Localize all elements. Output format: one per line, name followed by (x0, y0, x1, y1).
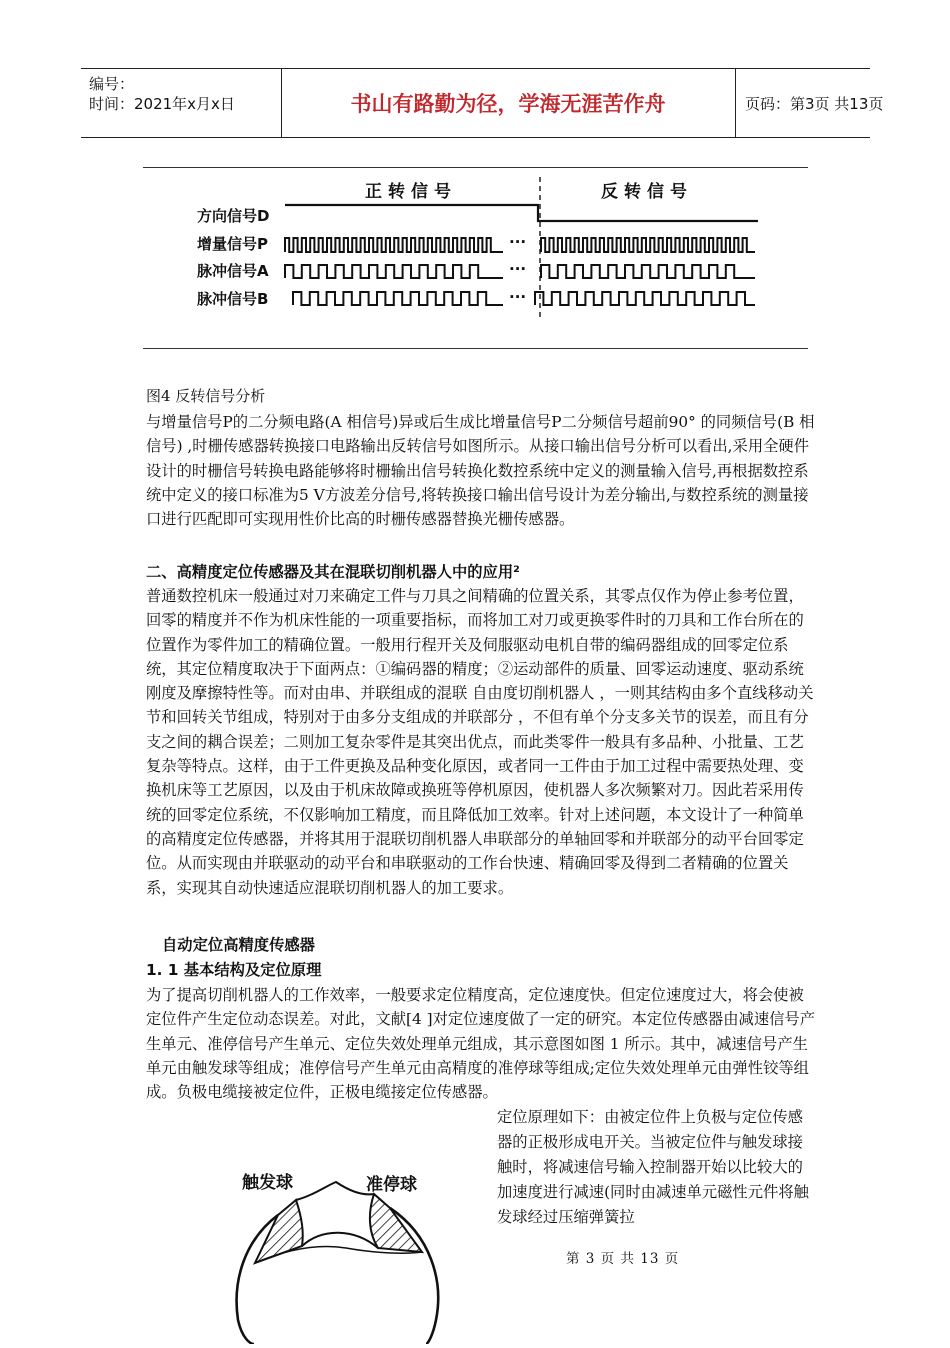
paragraph-1 (146, 410, 816, 531)
ellipsis-p: ··· (509, 233, 527, 251)
header-info-cell (81, 69, 282, 137)
section-auto-title: 自动定位高精度传感器 (162, 936, 315, 954)
ellipsis-b: ··· (509, 288, 527, 306)
waveform-p-forward (285, 238, 503, 252)
doc-number-label: 编号： (89, 75, 135, 93)
paragraph-3-text: 为了提高切削机器人的工作效率，一般要求定位精度高，定位速度快。但定位速度过大，将会使被定位件产生定位动态误差。对此，文献[4 ]对定位速度做了一定的研究。本定位传感器由减速信号产生单元、准停信号产生单元、定位失效处理单元组成，其示意图如图 1 所示。其中，减速信号产生单元由触发球等组成；准停信号产生单元由高精度的准停球等组成;定位失效处理单元由弹性铰等组成。负极电缆接被定位件，正极电缆接定位传感器。 (146, 986, 816, 1102)
date-label: 时间：2021年x月x日 (89, 95, 235, 113)
page-indicator: 页码：第3页 共13页 (745, 94, 884, 113)
figure-4-caption: 图4 反转信号分析 (146, 387, 266, 405)
stop-ball-label: 准停球 (366, 1175, 417, 1195)
signal-label-pulse-a: 脉冲信号A (197, 262, 269, 280)
waveform-direction (285, 205, 758, 221)
waveform-a-reverse (541, 265, 755, 278)
waveform-b-reverse (535, 292, 755, 305)
figure-4-signal-diagram (143, 165, 808, 350)
forward-signal-label: 正转信号 (365, 182, 457, 202)
waveforms (143, 165, 808, 350)
paragraph-2-text: 普通数控机床一般通过对刀来确定工件与刀具之间精确的位置关系，其零点仅作为停止参考位置，回零的精度并不作为机床性能的一项重要指标，而将加工对刀或更换零件时的刀具和工作台所在的位置作为零件加工的精确位置。一般用行程开关及伺服驱动电机自带的编码器组成的回零定位系统，其定位精度取决于下面两点：①编码器的精度；②运动部件的质量、回零运动速度、驱动系统刚度及摩擦特性等。而对由串、并联组成的混联 自由度切削机器人 ，一则其结构由多个直线移动关节和回转关节组成，特别对于由多分支组成的并联部分 ，不但有单个分支多关节的误差，而且有分支之间的耦合误差；二则加工复杂零件是其突出优点，而此类零件一般具有多品种、小批量、工艺复杂等特点。这样，由于工件更换及品种变化原因，或者同一工件由于加工过程中需要热处理、变换机床等工艺原因，以及由于机床故障或换班等停机原因，使机器人多次频繁对刀。因此若采用传统的回零定位系统，不仅影响加工精度，而且降低加工效率。针对上述问题，本文设计了一种简单的高精度定位传感器，并将其用于混联切削机器人串联部分的单轴回零和并联部分的动平台回零定位。从而实现由并联驱动的动平台和串联驱动的工作台快速、精确回零及得到二者精确的位置关系，实现其自动快速适应混联切削机器人的加工要求。 (146, 587, 814, 897)
waveform-b-forward (293, 292, 503, 305)
paragraph-2 (146, 584, 816, 900)
paragraph-3 (146, 983, 816, 1104)
page-footer: 第 3 页 共 13 页 (566, 1251, 680, 1267)
waveform-p-reverse (541, 238, 755, 252)
page-header (81, 68, 884, 138)
paragraph-1-text: 与增量信号P的二分频电路(A 相信号)异或后生成比增量信号P二分频信号超前90° 的同频信号(B 相信号) ,时栅传感器转换接口电路输出反转信号如图所示。从接口输出信号分析可以看出,采用全硬件设计的时栅信号转换电路能够将时栅输出信号转换化数控系统中定义的测量输入信号,再根据数控系统中定义的接口标准为5 V方波差分信号,将转换接口输出信号设计为差分输出,与数控系统的测量接口进行匹配即可实现用性价比高的时栅传感器替换光栅传感器。 (146, 413, 815, 529)
signal-label-direction: 方向信号D (197, 207, 270, 225)
ellipsis-a: ··· (509, 260, 527, 278)
signal-label-increment: 增量信号P (197, 235, 268, 253)
trigger-ball-label: 触发球 (242, 1173, 293, 1193)
motto: 书山有路勤为径，学海无涯苦作舟 (281, 69, 736, 137)
section-1-1-title: 1. 1 基本结构及定位原理 (146, 961, 322, 979)
signal-label-pulse-b: 脉冲信号B (197, 290, 269, 308)
reverse-signal-label: 反转信号 (601, 182, 693, 202)
section-2-title: 二、高精度定位传感器及其在混联切削机器人中的应用² (146, 563, 520, 581)
figure-1-sensor-diagram (230, 1160, 450, 1344)
side-paragraph: 定位原理如下：由被定位件上负极与定位传感器的正极形成电开关。当被定位件与触发球接触时，将减速信号输入控制器开始以比较大的加速度进行减速(同时由减速单元磁性元件将触发球经过压缩弹簧拉 (497, 1108, 809, 1226)
waveform-a-forward (285, 265, 503, 278)
